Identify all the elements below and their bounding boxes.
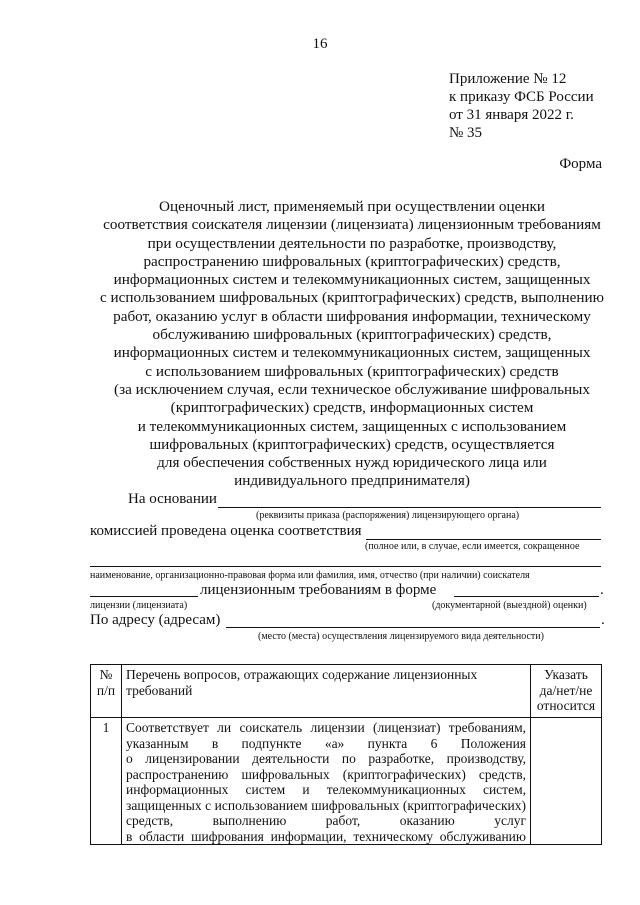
assessment-form-caption: (документарной (выездной) оценки) [432,600,587,611]
header-question: Перечень вопросов, отражающих содержание лицензионных требований [122,665,531,718]
document-title [80,198,624,491]
appendix-line: Приложение № 12 [449,71,567,87]
appendix-line: к приказу ФСБ России [449,89,594,105]
header-answer: Указать да/нет/не относится [531,665,602,718]
row-num: 1 [91,718,122,845]
requirements-label: лицензионным требованиям в форме [200,582,437,598]
title-line: с использованием шифровальных (криптографических) средств [145,362,559,380]
address-field[interactable] [226,627,600,628]
title-line: (криптографических) средств, информационных систем [170,399,534,417]
title-line: обслуживанию шифровальных (криптографических) средств, [152,326,552,344]
header-num: № п/п [91,665,122,718]
license-caption: лицензии (лицензиата) [90,600,188,611]
title-line: работ, оказанию услуг в области шифрования информации, техническому [113,307,591,325]
appendix-line: № 35 [449,125,483,141]
form-label: Форма [559,156,602,172]
address-caption: (место (места) осуществления лицензируемого вида деятельности) [258,631,544,642]
requirements-period: . [600,582,604,598]
title-line: при осуществлении деятельности по разработке, производству, [147,234,557,252]
question-line: в области шифрования информации, техническому обслуживанию [126,828,526,844]
question-line: защищенных с использованием шифровальных (криптографических) [126,797,526,813]
title-line: распространению шифровальных (криптографических) средств, [143,252,561,270]
title-line: (за исключением случая, если техническое обслуживание шифровальных [114,380,590,398]
table-header-row [91,665,602,718]
title-line: Оценочный лист, применяемый при осуществлении оценки [159,198,545,215]
commission-label: комиссией проведена оценка соответствия [90,523,362,539]
requirements-lead-line [90,596,198,597]
assessment-form-field[interactable] [454,596,599,597]
title-line: индивидуального предпринимателя) [234,472,470,490]
row-question [122,718,531,845]
basis-label: На основании [128,491,217,507]
title-line: и телекоммуникационных систем, защищенных с использованием [137,417,567,435]
question-line: распространению шифровальных (криптографических) средств, [126,766,526,782]
assessment-table [90,664,602,845]
name-caption: наименование, организационно-правовая форма или фамилия, имя, отчество (при наличии) соискателя [90,570,530,581]
question-line: средств, выполнению работ, оказанию услуг [126,813,526,828]
title-line: шифровальных (криптографических) средств, осуществляется [149,435,555,453]
question-line: о лицензировании деятельности по разработке, производству, [126,751,526,766]
appendix-line: от 31 января 2022 г. [449,107,574,123]
question-line: указанным в подпункте «а» пункта 6 Положения [126,735,526,751]
page-number: 16 [312,36,328,52]
question-line: информационных систем и телекоммуникационных систем, [126,782,526,797]
title-line: информационных систем и телекоммуникационных систем, защищенных [113,344,591,362]
licensee-name-field[interactable] [90,566,601,567]
title-line: для обеспечения собственных нужд юридического лица или [157,454,547,472]
row-answer-cell[interactable] [531,718,602,845]
question-line: Соответствует ли соискатель лицензии (лицензиат) требованиям, [126,720,526,735]
address-label: По адресу (адресам) [90,612,221,628]
appendix-block [449,70,594,142]
commission-caption: (полное или, в случае, если имеется, сокращенное [365,541,580,552]
title-line: с использованием шифровальных (криптографических) средств, выполнению [100,289,604,307]
basis-caption: (реквизиты приказа (распоряжения) лицензирующего органа) [256,510,520,521]
title-line: информационных систем и телекоммуникационных систем, защищенных [113,271,591,289]
title-line: соответствия соискателя лицензии (лицензиата) лицензионным требованиям [103,216,601,234]
table-row [91,718,602,845]
address-period: . [601,612,605,628]
commission-field[interactable] [366,539,601,540]
basis-field[interactable] [218,507,601,508]
